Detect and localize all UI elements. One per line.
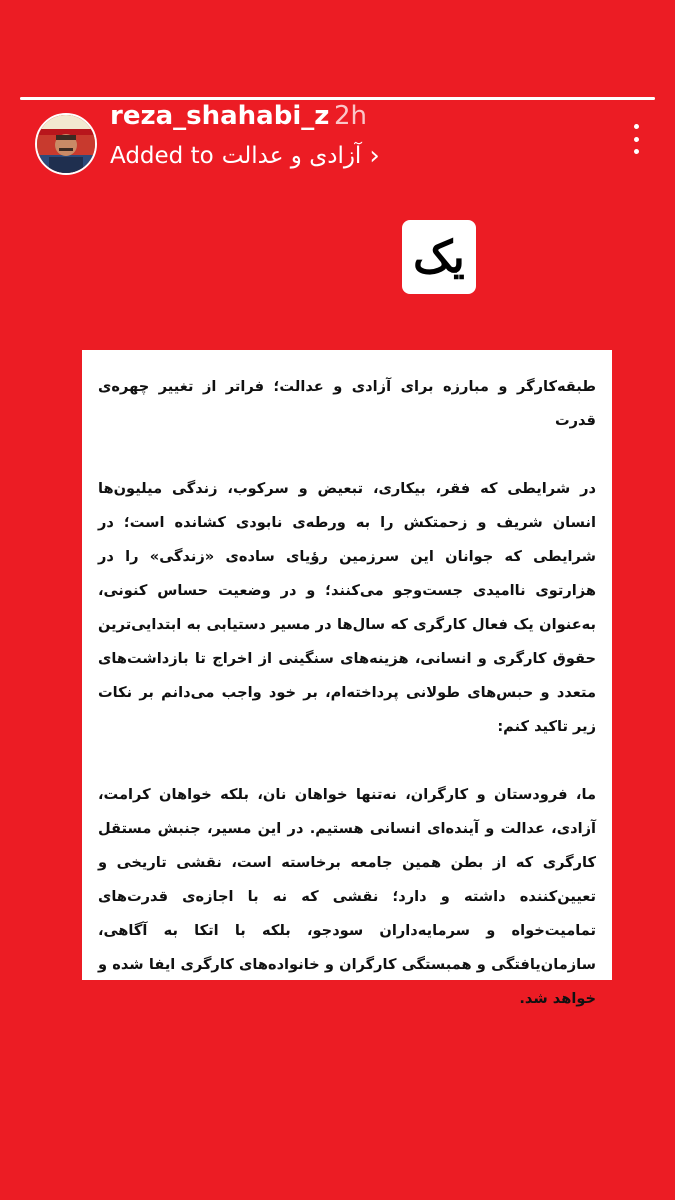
- more-dot: [634, 137, 639, 142]
- post-paragraph-2: ما، فرودستان و کارگران، نه‌تنها خواهان نان، بلکه خواهان کرامت، آزادی، عدالت و آینده‌ای انسانی هستیم. در این مسیر، جنبش مستقل کارگری که از بطن همین جامعه برخاسته است، نقشی تاریخی و تعیین‌کننده داشته و دارد؛ نقشی که نه با اجازه‌ی قدرت‌های تمامیت‌خواه و سرمایه‌داران سودجو، بلکه با اتکا به آگاهی، سازمان‌یافتگی و همبستگی کارگران و خانواده‌های کارگری ایفا شده و خواهد شد.: [98, 786, 596, 1007]
- added-to-label: Added to: [110, 143, 214, 169]
- avatar-image: [37, 115, 95, 173]
- text-sticker: یک: [402, 220, 476, 294]
- avatar[interactable]: [35, 113, 97, 175]
- post-card: [82, 350, 612, 1007]
- highlight-link[interactable]: [110, 143, 380, 169]
- more-dot: [634, 124, 639, 129]
- story-timestamp: 2h: [334, 101, 368, 131]
- more-options-icon[interactable]: [626, 124, 646, 154]
- more-dot: [634, 149, 639, 154]
- story-progress-bar: [20, 97, 655, 100]
- post-title: طبقه‌کارگر و مبارزه برای آزادی و عدالت؛ فراتر از تغییر چهره‌ی قدرت: [98, 378, 596, 429]
- username[interactable]: reza_shahabi_z: [110, 101, 330, 131]
- chevron-right-icon: ›: [369, 141, 380, 171]
- highlight-name: آزادی و عدالت: [221, 143, 362, 169]
- story-progress-fill: [20, 97, 655, 100]
- post-paragraph-1: در شرایطی که فقر، بیکاری، تبعیض و سرکوب، زندگی میلیون‌ها انسان شریف و زحمتکش را به ورطه‌ی نابودی کشانده است؛ در شرایطی که جوانان این سرزمین رؤیای ساده‌ی «زندگی» را در هزارتوی ناامیدی جست‌وجو می‌کنند؛ و در وضعیت حساس کنونی، به‌عنوان یک فعال کارگری که سال‌ها در مسیر دستیابی به ابتدایی‌ترین حقوق کارگری و انسانی، هزینه‌های سنگینی از اخراج تا بازداشت‌های متعدد و حبس‌های طولانی پرداخته‌ام، بر خود واجب می‌دانم بر نکات زیر تاکید کنم:: [98, 480, 596, 735]
